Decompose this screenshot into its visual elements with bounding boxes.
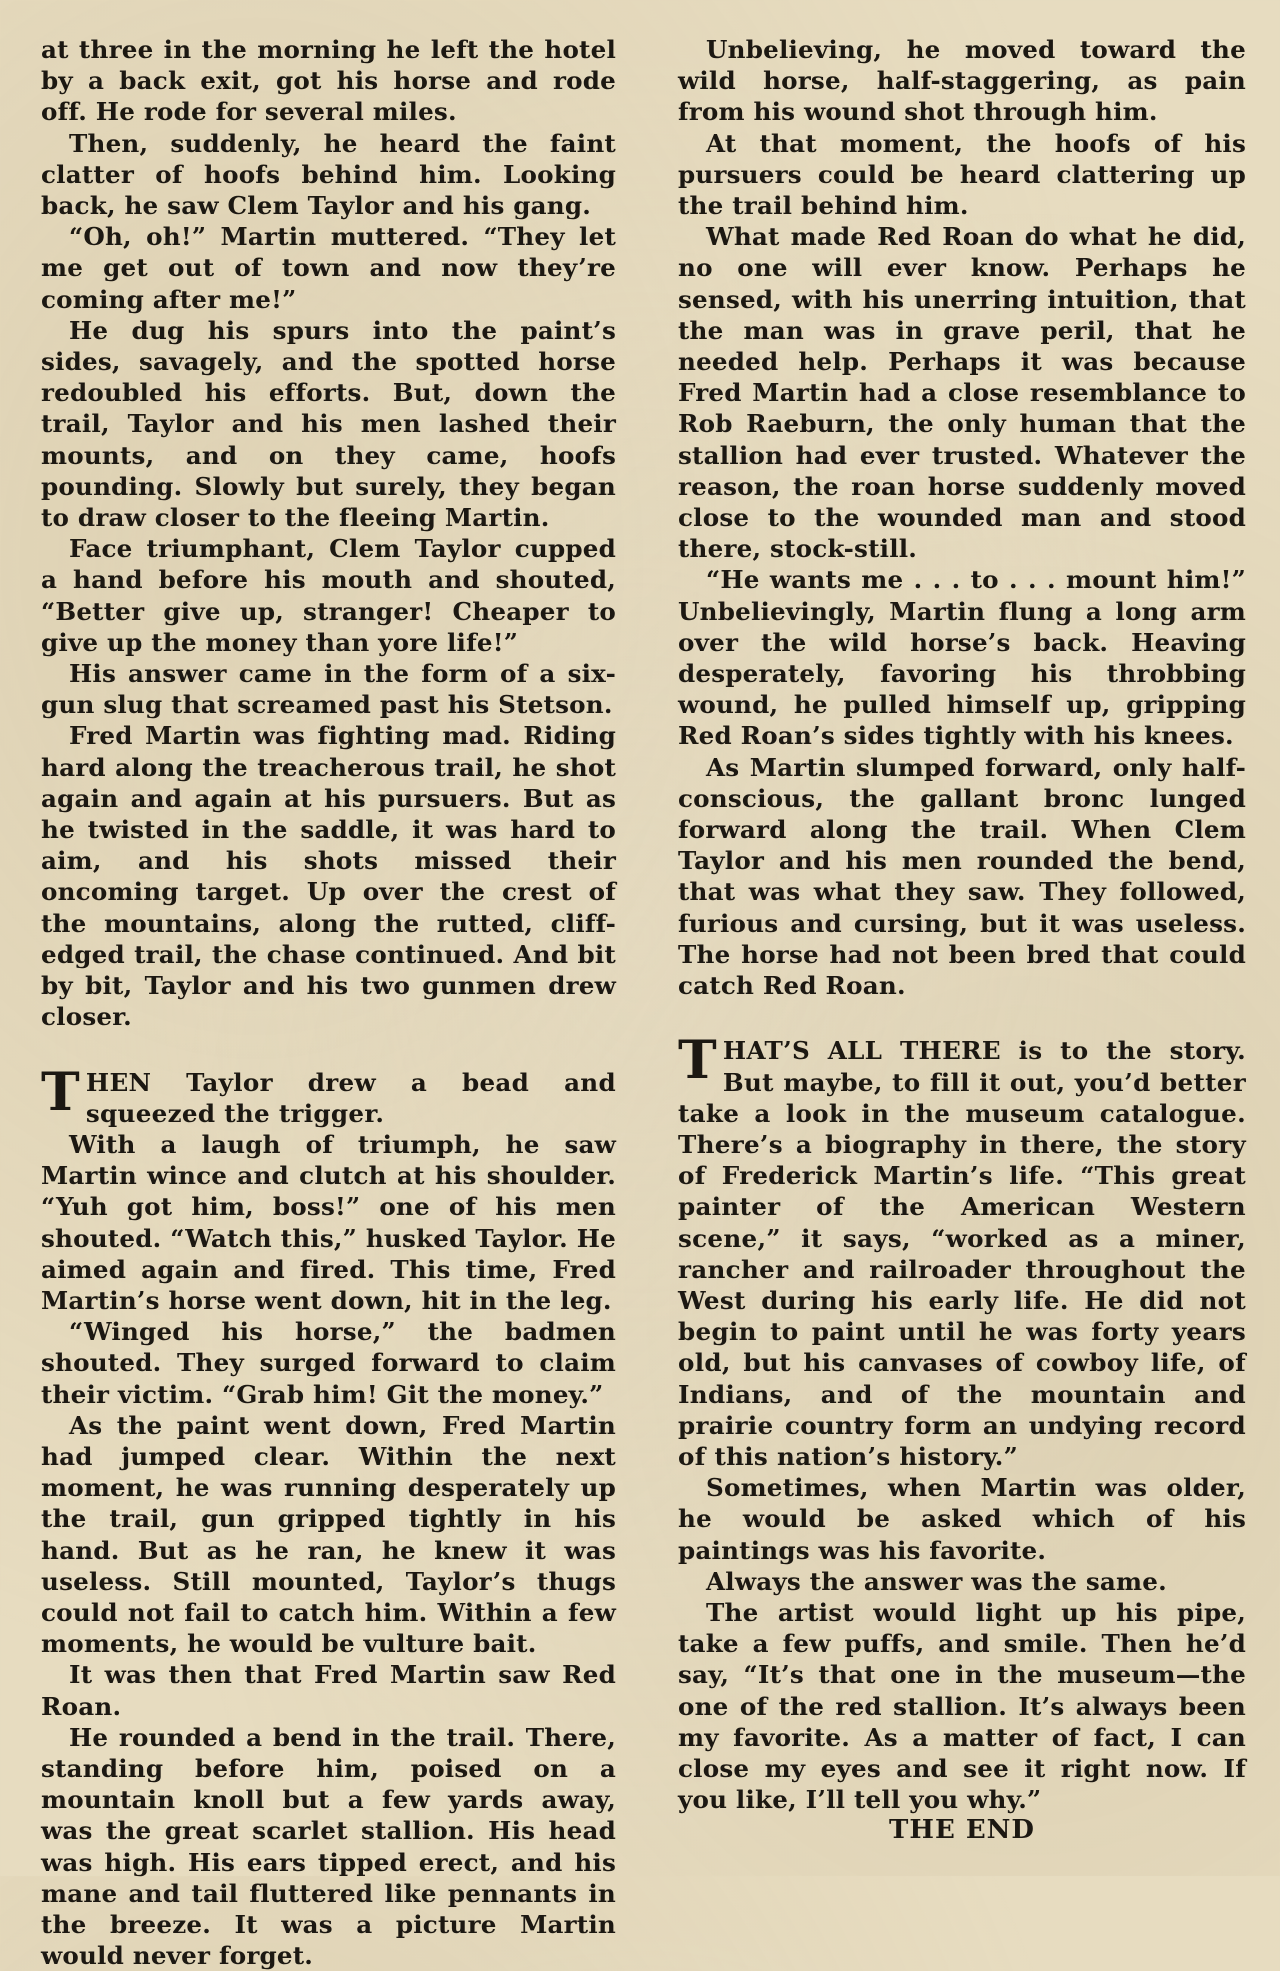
paragraph: As the paint went down, Fred Martin had jumped clear. Within the next moment, he was running desperately up the trail, gun gripped tightly in his hand. But as he ran, he knew it was useless. Still mounted, Taylor’s thugs could not fail to catch him. Within a few moments, he would be vulture bait.	[41, 1410, 616, 1659]
paragraph: The artist would light up his pipe, take a few puffs, and smile. Then he’d say, “It’s that one in the museum—the one of the red stallion. It’s always been my favorite. As a matter of fact, I can close my eyes and see it right now. If you like, I’ll tell you why.”	[678, 1597, 1246, 1815]
section-break	[678, 1001, 1246, 1035]
paragraph: Sometimes, when Martin was older, he would be asked which of his paintings was his favorite.	[678, 1473, 1246, 1565]
section-break	[41, 1033, 616, 1067]
paragraph: Fred Martin was fighting mad. Riding hard along the treacherous trail, he shot again and again at his pursuers. But as he twisted in the saddle, it was hard to aim, and his shots missed their oncoming target. Up over the crest of the mountains, along the rutted, cliff-edged trail, the chase continued. And bit by bit, Taylor and his two gunmen drew closer.	[41, 721, 616, 1032]
paragraph: Face triumphant, Clem Taylor cupped a hand before his mouth and shouted, “Better give up, stranger! Cheaper to give up the money than yore life!”	[41, 534, 616, 657]
paragraph-text: HEN Taylor drew a bead and squeezed the trigger.	[85, 1067, 616, 1128]
paragraph: It was then that Fred Martin saw Red Roan.	[41, 1660, 616, 1721]
left-column	[41, 34, 616, 1971]
drop-cap: T	[41, 1061, 80, 1123]
right-column	[678, 34, 1246, 1847]
paragraph: Then, suddenly, he heard the faint clatter of hoofs behind him. Looking back, he saw Clem Taylor and his gang.	[41, 128, 616, 221]
paragraph: “Oh, oh!” Martin muttered. “They let me get out of town and now they’re coming after me!”	[41, 222, 616, 314]
paragraph: What made Red Roan do what he did, no one will ever know. Perhaps he sensed, with his unerring intuition, that the man was in grave peril, that he needed help. Perhaps it was because Fred Martin had a close resemblance to Rob Raeburn, the only human that the stallion had ever trusted. Whatever the reason, the roan horse suddenly moved close to the wounded man and stood there, stock-still.	[678, 222, 1246, 564]
paragraph: “Winged his horse,” the badmen shouted. They surged forward to claim their victim. “Grab him! Git the money.”	[41, 1317, 616, 1409]
paragraph: With a laugh of triumph, he saw Martin wince and clutch at his shoulder. “Yuh got him, boss!” one of his men shouted. “Watch this,” husked Taylor. He aimed again and fired. This time, Fred Martin’s horse went down, hit in the leg.	[41, 1129, 616, 1315]
paragraph: Always the answer was the same.	[706, 1566, 1167, 1596]
section-opening-paragraph	[41, 1061, 616, 1129]
paragraph: He rounded a bend in the trail. There, standing before him, poised on a mountain knoll but a few yards away, was the great scarlet stallion. His head was high. His ears tipped erect, and his mane and tail fluttered like pennants in the breeze. It was a picture Martin would never forget.	[41, 1722, 616, 1971]
paragraph-text: HAT’S ALL THERE is to the story. But maybe, to fill it out, you’d better take a look in the museum catalogue. There’s a biography in there, the story of Frederick Martin’s life. “This great painter of the American Western scene,” it says, “worked as a miner, rancher and railroader throughout the West during his early life. He did not begin to paint until he was forty years old, but his canvases of cowboy life, of Indians, and of the mountain and prairie country form an undying record of this nation’s history.”	[678, 1036, 1246, 1471]
paragraph: At that moment, the hoofs of his pursuers could be heard clattering up the trail behind him.	[678, 128, 1246, 221]
paragraph: His answer came in the form of a six-gun slug that screamed past his Stetson.	[41, 659, 616, 720]
section-opening-paragraph	[678, 1030, 1246, 1472]
the-end-label: THE END	[889, 1815, 1035, 1846]
paragraph: at three in the morning he left the hotel by a back exit, got his horse and rode off. He rode for several miles.	[41, 35, 616, 127]
paragraph: As Martin slumped forward, only half-conscious, the gallant bronc lunged forward along the trail. When Clem Taylor and his men rounded the bend, that was what they saw. They followed, furious and cursing, but it was useless. The horse had not been bred that could catch Red Roan.	[678, 752, 1246, 1001]
paragraph: Unbelieving, he moved toward the wild horse, half-staggering, as pain from his wound shot through him.	[678, 35, 1246, 127]
paragraph: He dug his spurs into the paint’s sides, savagely, and the spotted horse redoubled his efforts. But, down the trail, Taylor and his men lashed their mounts, and on they came, hoofs pounding. Slowly but surely, they began to draw closer to the fleeing Martin.	[41, 315, 616, 533]
paragraph: “He wants me . . . to . . . mount him!” Unbelievingly, Martin flung a long arm over the wild horse’s back. Heaving desperately, favoring his throbbing wound, he pulled himself up, gripping Red Roan’s sides tightly with his knees.	[678, 565, 1246, 751]
drop-cap: T	[678, 1030, 717, 1092]
